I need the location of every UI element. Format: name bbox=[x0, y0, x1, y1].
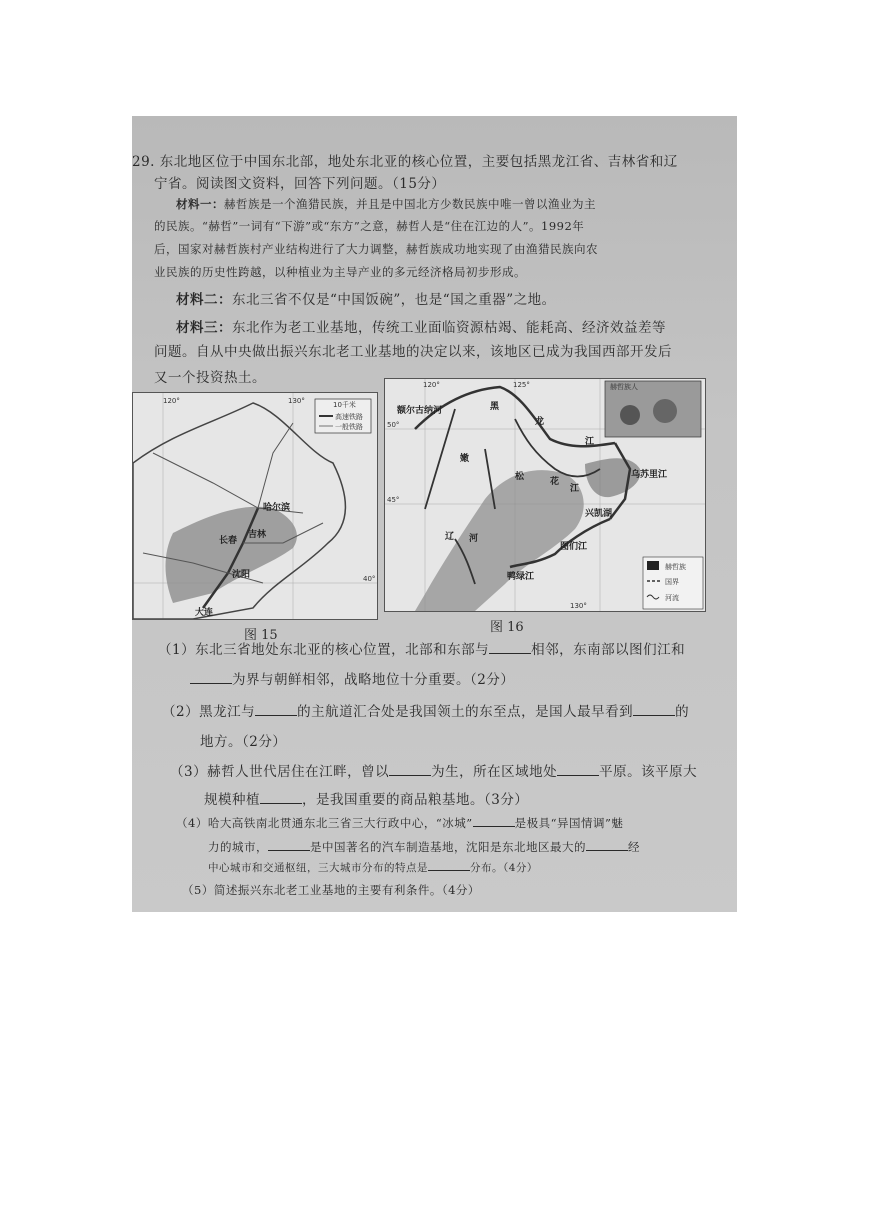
q4-blank-4[interactable] bbox=[428, 858, 470, 871]
q4-part-d: 是中国著名的汽车制造基地，沈阳是东北地区最大的 bbox=[310, 840, 586, 854]
q3-part-b: 为生，所在区域地处 bbox=[431, 764, 558, 780]
q3-blank-1[interactable] bbox=[389, 763, 431, 776]
fig16-lon-125: 125° bbox=[513, 381, 530, 389]
city-shenyang: 沈阳 bbox=[232, 570, 251, 580]
material-two bbox=[176, 288, 556, 308]
subquestion-2-cont: 地方。（2分） bbox=[200, 734, 287, 750]
q3-blank-2[interactable] bbox=[557, 763, 599, 776]
city-dalian: 大连 bbox=[195, 608, 214, 618]
label-yalu: 鸭绿江 bbox=[507, 572, 535, 582]
q1-part-c: 为界与朝鲜相邻，战略地位十分重要。（2分） bbox=[232, 672, 515, 688]
subquestion-5: （5）简述振兴东北老工业基地的主要有利条件。（4分） bbox=[182, 883, 480, 897]
fig15-legend-rail: 一般铁路 bbox=[335, 423, 363, 431]
q1-blank-1[interactable] bbox=[489, 641, 531, 654]
fig16-lon-120: 120° bbox=[423, 381, 440, 389]
label-hei: 黑 bbox=[490, 402, 500, 412]
fig16-lat-50: 50° bbox=[387, 421, 400, 429]
subquestion-4-cont2 bbox=[208, 858, 538, 875]
plain-shade bbox=[415, 470, 584, 611]
material-two-text: 东北三省不仅是“中国饭碗”，也是“国之重器”之地。 bbox=[232, 292, 556, 308]
fig16-lon-130: 130° bbox=[570, 602, 587, 610]
fig15-scale: 10千米 bbox=[333, 401, 356, 409]
label-argun: 额尔古纳河 bbox=[397, 406, 443, 416]
q4-part-b: 是极具“异国情调”魅 bbox=[514, 816, 624, 830]
material-one-label: 材料一： bbox=[176, 197, 224, 211]
label-he: 河 bbox=[469, 534, 479, 544]
label-long: 龙 bbox=[535, 417, 545, 427]
q3-part-c: 平原。该平原大 bbox=[599, 764, 698, 780]
figure-15-map bbox=[132, 392, 378, 620]
q4-part-c: 力的城市， bbox=[208, 840, 268, 854]
figure-16-map bbox=[384, 378, 706, 612]
label-xingkai: 兴凯湖 bbox=[585, 509, 613, 519]
q3-part-e: ，是我国重要的商品粮基地。（3分） bbox=[302, 792, 529, 808]
q2-part-b: 的主航道汇合处是我国领土的东至点，是国人最早看到 bbox=[297, 704, 634, 720]
plain-shade bbox=[166, 507, 297, 603]
legend-border: 国界 bbox=[665, 578, 679, 586]
label-jiang: 江 bbox=[585, 437, 595, 447]
question-header-cont: 宁省。阅读图文资料，回答下列问题。（15分） bbox=[154, 176, 446, 192]
city-harbin: 哈尔滨 bbox=[263, 503, 291, 513]
q2-blank-1[interactable] bbox=[255, 703, 297, 716]
label-song: 松 bbox=[515, 472, 525, 482]
material-three-label: 材料三： bbox=[176, 320, 232, 336]
label-tumen: 图们江 bbox=[560, 542, 588, 552]
material-one-line1: 赫哲族是一个渔猎民族，并且是中国北方少数民族中唯一曾以渔业为主 bbox=[224, 197, 596, 211]
subquestion-2 bbox=[162, 700, 689, 720]
material-three-line2: 问题。自从中央做出振兴东北老工业基地的决定以来，该地区已成为我国西部开发后 bbox=[154, 344, 672, 360]
q4-blank-1[interactable] bbox=[473, 814, 515, 827]
q4-part-a: （4）哈大高铁南北贯通东北三省三大行政中心，“冰城” bbox=[176, 816, 473, 830]
photo-label: 赫哲族人 bbox=[610, 383, 638, 391]
subquestion-3 bbox=[170, 760, 697, 780]
figure-16-caption: 图 16 bbox=[490, 620, 524, 635]
city-changchun: 长春 bbox=[219, 536, 238, 546]
q4-part-g: 分布。（4分） bbox=[470, 862, 538, 874]
q1-part-b: 相邻，东南部以图们江和 bbox=[531, 642, 686, 658]
fig16-lat-45: 45° bbox=[387, 496, 400, 504]
q4-part-e: 经 bbox=[628, 840, 640, 854]
label-wusuli: 乌苏里江 bbox=[631, 470, 668, 480]
material-one-line3: 后，国家对赫哲族村产业结构进行了大力调整，赫哲族成功地实现了由渔猎民族向农 bbox=[154, 242, 598, 256]
material-one-line4: 业民族的历史性跨越，以种植业为主导产业的多元经济格局初步形成。 bbox=[154, 265, 526, 279]
label-nen: 嫩 bbox=[460, 454, 470, 464]
subquestion-1 bbox=[158, 638, 685, 658]
q4-blank-2[interactable] bbox=[268, 838, 310, 851]
legend-hezhe: 赫哲族 bbox=[665, 563, 686, 571]
subquestion-4 bbox=[176, 814, 623, 831]
subquestion-1-cont bbox=[190, 668, 514, 688]
material-two-label: 材料二： bbox=[176, 292, 232, 308]
q2-part-a: （2）黑龙江与 bbox=[162, 704, 256, 720]
q3-part-a: （3）赫哲人世代居住在江畔，曾以 bbox=[170, 764, 390, 780]
figure-15-caption: 图 15 bbox=[244, 628, 278, 643]
subquestion-4-cont bbox=[208, 838, 640, 855]
q4-blank-3[interactable] bbox=[586, 838, 628, 851]
city-jilin: 吉林 bbox=[248, 530, 267, 540]
label-hua: 花 bbox=[550, 477, 560, 487]
legend-river: 河流 bbox=[665, 594, 679, 602]
fig15-lon-120: 120° bbox=[163, 397, 180, 405]
q1-blank-2[interactable] bbox=[190, 671, 232, 684]
material-one bbox=[176, 196, 596, 212]
material-three-line3: 又一个投资热土。 bbox=[154, 370, 266, 386]
material-three bbox=[176, 316, 666, 336]
material-three-line1: 东北作为老工业基地，传统工业面临资源枯竭、能耗高、经济效益差等 bbox=[232, 320, 666, 336]
question-header: 29. 东北地区位于中国东北部，地处东北亚的核心位置，主要包括黑龙江省、吉林省和辽 bbox=[132, 154, 678, 170]
document-photo bbox=[132, 116, 737, 912]
q2-blank-2[interactable] bbox=[633, 703, 675, 716]
q1-part-a: （1）东北三省地处东北亚的核心位置，北部和东部与 bbox=[158, 642, 490, 658]
q4-part-f: 中心城市和交通枢纽，三大城市分布的特点是 bbox=[208, 862, 428, 874]
material-one-line2: 的民族。“赫哲”一词有“下游”或“东方”之意，赫哲人是“住在江边的人”。1992年 bbox=[154, 219, 585, 233]
fig15-lon-130: 130° bbox=[288, 397, 305, 405]
subquestion-3-cont bbox=[204, 788, 528, 808]
label-liao: 辽 bbox=[445, 532, 455, 542]
q3-blank-3[interactable] bbox=[260, 791, 302, 804]
q3-part-d: 规模种植 bbox=[204, 792, 260, 808]
label-jiang2: 江 bbox=[570, 484, 580, 494]
fig15-legend-hsr: 高速铁路 bbox=[335, 413, 363, 421]
fig15-lat-40: 40° bbox=[363, 575, 376, 583]
q2-part-c: 的 bbox=[675, 704, 690, 720]
